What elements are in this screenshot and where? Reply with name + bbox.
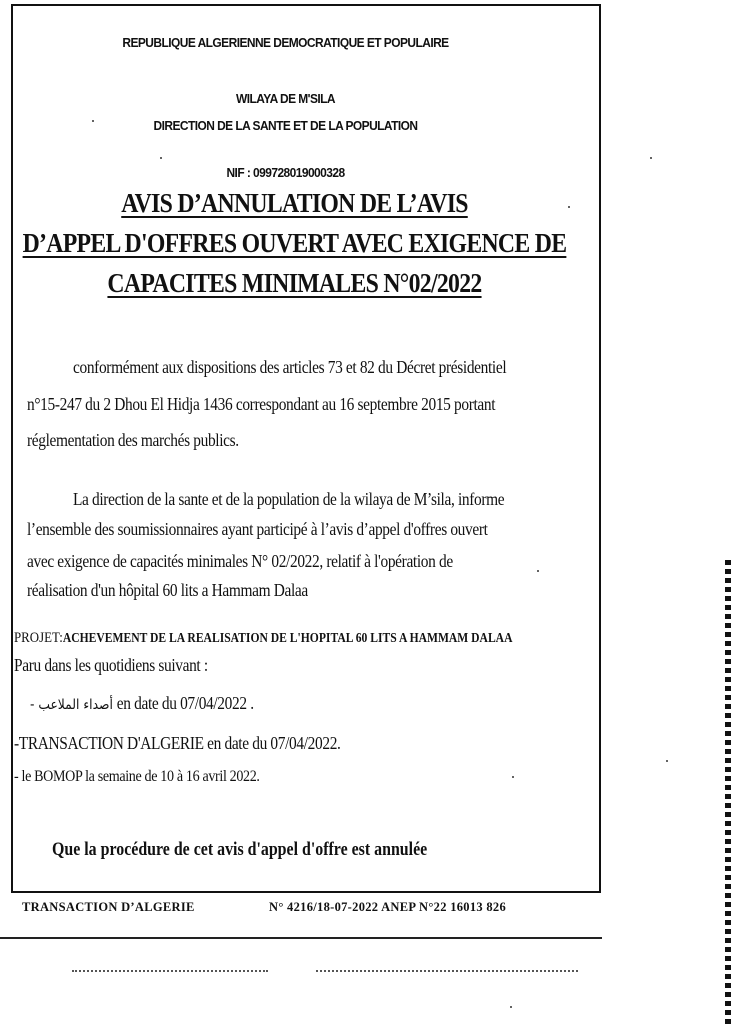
scan-speck xyxy=(510,1006,512,1008)
title-line-1: AVIS D’ANNULATION DE L’AVIS xyxy=(121,188,468,218)
scan-speck xyxy=(666,760,668,762)
scan-edge-artifact xyxy=(725,560,731,1024)
scan-speck xyxy=(568,206,570,208)
paragraph2-line3: avec exigence de capacités minimales N° 02/2022, relatif à l'opération de xyxy=(27,551,453,571)
footer-reference: N° 4216/18-07-2022 ANEP N°22 16013 826 xyxy=(269,900,507,914)
project-label: PROJET: xyxy=(14,630,63,646)
dotted-line-right xyxy=(316,970,578,972)
paragraph2-line4: réalisation d'un hôpital 60 lits a Hammam Dalaa xyxy=(27,580,308,600)
republic-heading: REPUBLIQUE ALGERIENNE DEMOCRATIQUE ET POPULAIRE xyxy=(122,35,449,50)
paragraph1-line3: réglementation des marchés publics. xyxy=(27,430,239,450)
nif-number: NIF : 099728019000328 xyxy=(226,165,345,180)
title-line-2: D’APPEL D'OFFRES OUVERT AVEC EXIGENCE DE xyxy=(22,228,567,258)
paragraph2-line2: l’ensemble des soumissionnaires ayant participé à l’avis d’appel d'offres ouvert xyxy=(27,519,488,539)
scan-speck xyxy=(650,157,652,159)
direction-heading: DIRECTION DE LA SANTE ET DE LA POPULATION xyxy=(153,118,418,133)
paragraph2-line1: La direction de la sante et de la population de la wilaya de M’sila, informe xyxy=(73,489,505,509)
footer-source: TRANSACTION D’ALGERIE xyxy=(22,900,195,914)
closing-statement: Que la procédure de cet avis d'appel d'offre est annulée xyxy=(52,840,428,860)
scan-speck xyxy=(512,776,514,778)
scan-speck xyxy=(160,157,162,159)
publication-item-1-date: en date du 07/04/2022 . xyxy=(116,693,254,713)
publication-item-3: - le BOMOP la semaine de 10 à 16 avril 2022. xyxy=(14,768,260,785)
project-title: ACHEVEMENT DE LA REALISATION DE L'HOPITAL 60 LITS A HAMMAM DALAA xyxy=(62,630,513,645)
paragraph1-line2: n°15-247 du 2 Dhou El Hidja 1436 correspondant au 16 septembre 2015 portant xyxy=(27,394,496,414)
separator-rule xyxy=(0,937,602,939)
project-line xyxy=(14,630,512,647)
publication-item-1 xyxy=(30,693,254,714)
title-line-3: CAPACITES MINIMALES N°02/2022 xyxy=(107,268,482,298)
publication-item-2: -TRANSACTION D'ALGERIE en date du 07/04/2022. xyxy=(14,733,341,753)
dotted-line-left xyxy=(72,970,268,972)
publications-intro: Paru dans les quotidiens suivant : xyxy=(14,655,208,675)
wilaya-heading: WILAYA DE M'SILA xyxy=(235,91,336,106)
scan-speck xyxy=(92,120,94,122)
scan-speck xyxy=(537,570,539,572)
paragraph1-line1: conformément aux dispositions des articles 73 et 82 du Décret présidentiel xyxy=(73,357,507,377)
arabic-newspaper-name: أصداء الملاعب - xyxy=(30,697,113,713)
